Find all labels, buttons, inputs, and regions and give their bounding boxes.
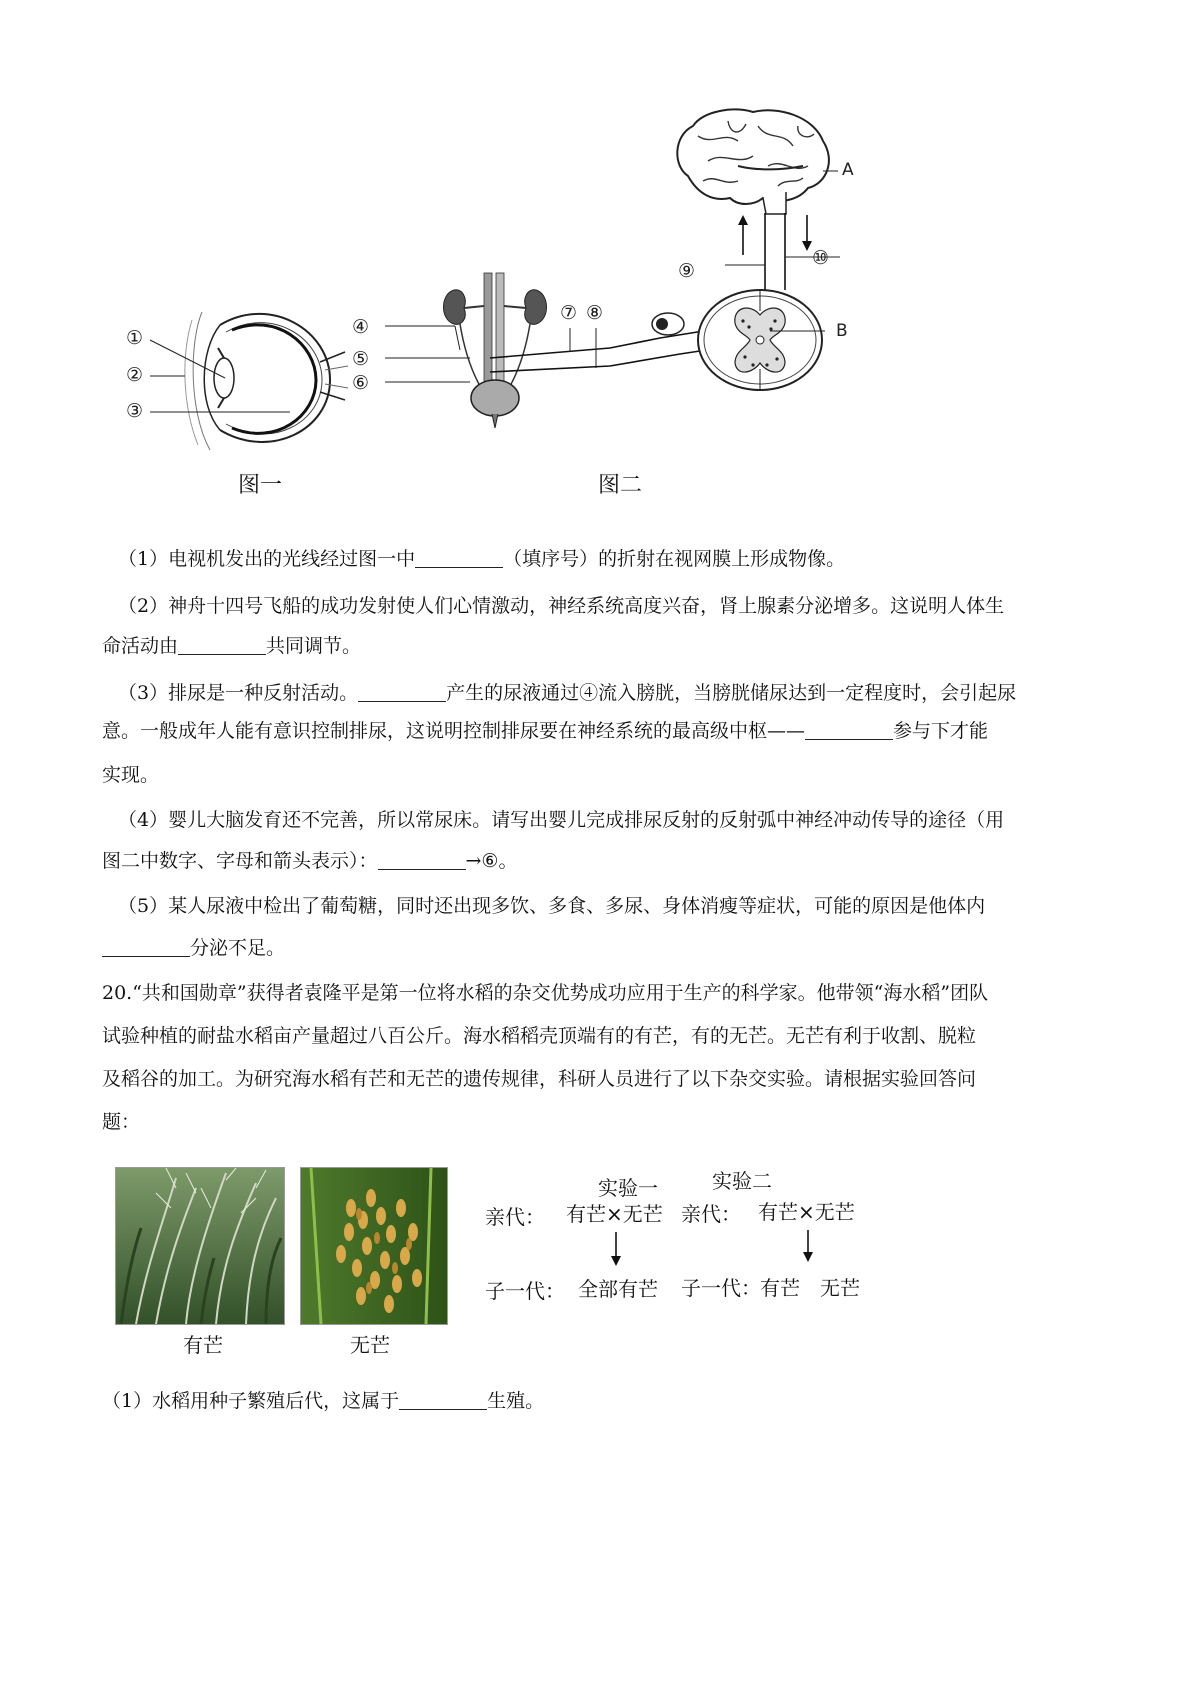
q19-line-8: 图二中数字、字母和箭头表示）： →⑥。 [102, 850, 518, 872]
q19-line-6: 实现。 [102, 764, 160, 786]
label-a: A [842, 160, 854, 180]
exp2-child-awnless: 无芒 [820, 1276, 860, 1300]
label-4: ④ [352, 316, 370, 338]
q19-line-5: 意。一般成年人能有意识控制排尿，这说明控制排尿要在神经系统的最高级中枢—— 参与下才能 [102, 720, 989, 742]
q19-line-3: 命活动由 共同调节。 [102, 635, 362, 657]
experiment-1-title: 实验一 [598, 1176, 658, 1200]
eye-label-2: ② [126, 364, 144, 386]
q19-line-2: （2）神舟十四号飞船的成功发射使人们心情激动，神经系统高度兴奋，肾上腺素分泌增多。这说明人体生 [118, 595, 1005, 617]
label-b: B [836, 321, 848, 341]
label-6: ⑥ [352, 372, 370, 394]
exp2-parents: 有芒×无芒 [758, 1200, 855, 1224]
answer-blank[interactable] [399, 1389, 487, 1410]
figure2-caption: 图二 [598, 473, 643, 498]
cross-arrows [600, 1228, 830, 1270]
exp2-child-awned: 有芒 [760, 1276, 800, 1300]
parent-label-1: 亲代： [485, 1205, 545, 1229]
q20-line-4: 题： [102, 1111, 141, 1133]
answer-blank[interactable] [178, 634, 266, 655]
eye-label-3: ③ [126, 400, 144, 422]
label-5: ⑤ [352, 348, 370, 370]
b-label-line [770, 326, 830, 336]
exp1-child: 全部有芒 [578, 1277, 658, 1301]
ganglion-diagram [648, 308, 688, 340]
q19-line-10: 分泌不足。 [102, 935, 285, 961]
brain-diagram [668, 106, 838, 216]
experiment-2-title: 实验二 [712, 1169, 772, 1193]
q20-line-2: 试验种植的耐盐水稻亩产量超过八百公斤。海水稻稻壳顶端有的有芒，有的无芒。无芒有利于收割、脱粒 [102, 1025, 977, 1047]
q19-line-7: （4）婴儿大脑发育还不完善，所以常尿床。请写出婴儿完成排尿反射的反射弧中神经冲动传导的途径（用 [118, 809, 1005, 831]
awnless-rice-photo [300, 1167, 448, 1325]
label-10: ⑩ [812, 247, 830, 269]
parent-label-2: 亲代： [681, 1202, 741, 1226]
answer-blank[interactable] [358, 681, 446, 702]
q19-line-1: （1）电视机发出的光线经过图一中 （填序号）的折射在视网膜上形成物像。 [118, 548, 846, 570]
figure1-caption: 图一 [238, 473, 283, 498]
awnless-caption: 无芒 [350, 1333, 390, 1357]
label-7: ⑦ [560, 302, 578, 324]
eye-label-lines [140, 330, 320, 420]
awned-caption: 有芒 [183, 1333, 223, 1357]
awned-rice-photo [115, 1167, 285, 1325]
answer-blank[interactable] [102, 936, 190, 957]
q20-line-3: 及稻谷的加工。为研究海水稻有芒和无芒的遗传规律，科研人员进行了以下杂交实验。请根据实验回答问 [102, 1068, 977, 1090]
q20-sub1: （1）水稻用种子繁殖后代，这属于 生殖。 [102, 1390, 545, 1412]
exp1-parents: 有芒×无芒 [566, 1202, 663, 1226]
spinal-cord-diagram [695, 285, 825, 395]
answer-blank[interactable] [378, 849, 466, 870]
label-8: ⑧ [586, 302, 604, 324]
eye-label-1: ① [126, 327, 144, 349]
child-label-2: 子一代： [681, 1276, 761, 1300]
label-9: ⑨ [678, 260, 696, 282]
child-label-1: 子一代： [485, 1279, 565, 1303]
answer-blank[interactable] [805, 719, 893, 740]
q19-line-4: （3）排尿是一种反射活动。 产生的尿液通过④流入膀胱，当膀胱储尿达到一定程度时，会引起尿 [118, 682, 1017, 704]
q20-line-1: 20.“共和国勋章”获得者袁隆平是第一位将水稻的杂交优势成功应用于生产的科学家。他带领“海水稻”团队 [102, 982, 989, 1004]
q19-line-9: （5）某人尿液中检出了葡萄糖，同时还出现多饮、多食、多尿、身体消瘦等症状，可能的原因是他体内 [118, 895, 986, 917]
answer-blank[interactable] [415, 547, 503, 568]
